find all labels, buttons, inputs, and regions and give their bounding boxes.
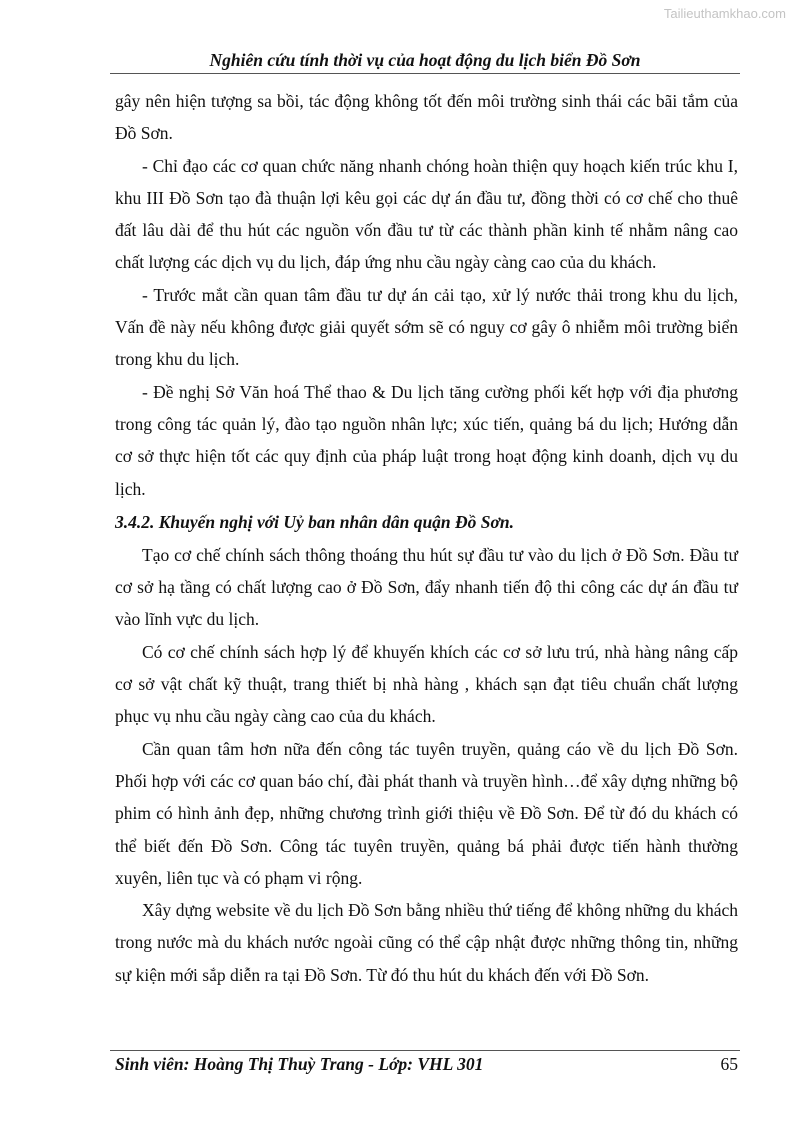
- paragraph: Cần quan tâm hơn nữa đến công tác tuyên truyền, quảng cáo về du lịch Đồ Sơn. Phối hợp với các cơ quan báo chí, đài phát thanh và truyền hình…để xây dựng những bộ phim có hình ảnh đẹp, những chương trình giới thiệu về Đồ Sơn. Để từ đó du khách có thể biết đến Đồ Sơn. Công tác tuyên truyền, quảng bá phải được tiến hành thường xuyên, liên tục và có phạm vi rộng.: [115, 738, 738, 888]
- recommendation-item: - Chỉ đạo các cơ quan chức năng nhanh chóng hoàn thiện quy hoạch kiến trúc khu I, khu III Đồ Sơn tạo đà thuận lợi kêu gọi các dự án đầu tư, đồng thời có cơ chế cho thuê đất lâu dài để thu hút các nguồn vốn đầu tư từ các thành phần kinh tế nhằm nâng cao chất lượng các dịch vụ du lịch, đáp ứng nhu cầu ngày càng cao của du khách.: [115, 155, 738, 273]
- page-number: 65: [720, 1054, 738, 1074]
- watermark: Tailieuthamkhao.com: [663, 6, 786, 21]
- running-header-title: Nghiên cứu tính thời vụ của hoạt động du lịch biển Đồ Sơn: [209, 50, 641, 70]
- page-body: [115, 85, 738, 991]
- paragraph: Tạo cơ chế chính sách thông thoáng thu hút sự đầu tư vào du lịch ở Đồ Sơn. Đầu tư cơ sở hạ tầng có chất lượng cao ở Đồ Sơn, đẩy nhanh tiến độ thi công các dự án đầu tư vào lĩnh vực du lịch.: [115, 544, 738, 630]
- header-divider: [110, 73, 740, 74]
- paragraph-continuation: gây nên hiện tượng sa bồi, tác động không tốt đến môi trường sinh thái các bãi tắm của Đồ Sơn.: [115, 91, 738, 144]
- recommendation-item: - Trước mắt cần quan tâm đầu tư dự án cải tạo, xử lý nước thải trong khu du lịch, Vấn đề này nếu không được giải quyết sớm sẽ có nguy cơ gây ô nhiễm môi trường biển trong khu du lịch.: [115, 284, 738, 370]
- paragraph: Có cơ chế chính sách hợp lý để khuyến khích các cơ sở lưu trú, nhà hàng nâng cấp cơ sở vật chất kỹ thuật, trang thiết bị nhà hàng , khách sạn đạt tiêu chuẩn chất lượng phục vụ nhu cầu ngày càng cao của du khách.: [115, 641, 738, 727]
- footer-divider: [110, 1050, 740, 1051]
- section-heading: 3.4.2. Khuyến nghị với Uỷ ban nhân dân quận Đồ Sơn.: [115, 511, 515, 532]
- footer-author: Sinh viên: Hoàng Thị Thuỳ Trang - Lớp: VHL 301: [115, 1054, 484, 1074]
- recommendation-item: - Đề nghị Sở Văn hoá Thể thao & Du lịch tăng cường phối kết hợp với địa phương trong công tác quản lý, đào tạo nguồn nhân lực; xúc tiến, quảng bá du lịch; Hướng dẫn cơ sở thực hiện tốt các quy định của pháp luật trong hoạt động kinh doanh, dịch vụ du lịch.: [115, 381, 738, 499]
- paragraph: Xây dựng website về du lịch Đồ Sơn bằng nhiều thứ tiếng để không những du khách trong nước mà du khách nước ngoài cũng có thể cập nhật được những thông tin, những sự kiện mới sắp diễn ra tại Đồ Sơn. Từ đó thu hút du khách đến với Đồ Sơn.: [115, 900, 738, 985]
